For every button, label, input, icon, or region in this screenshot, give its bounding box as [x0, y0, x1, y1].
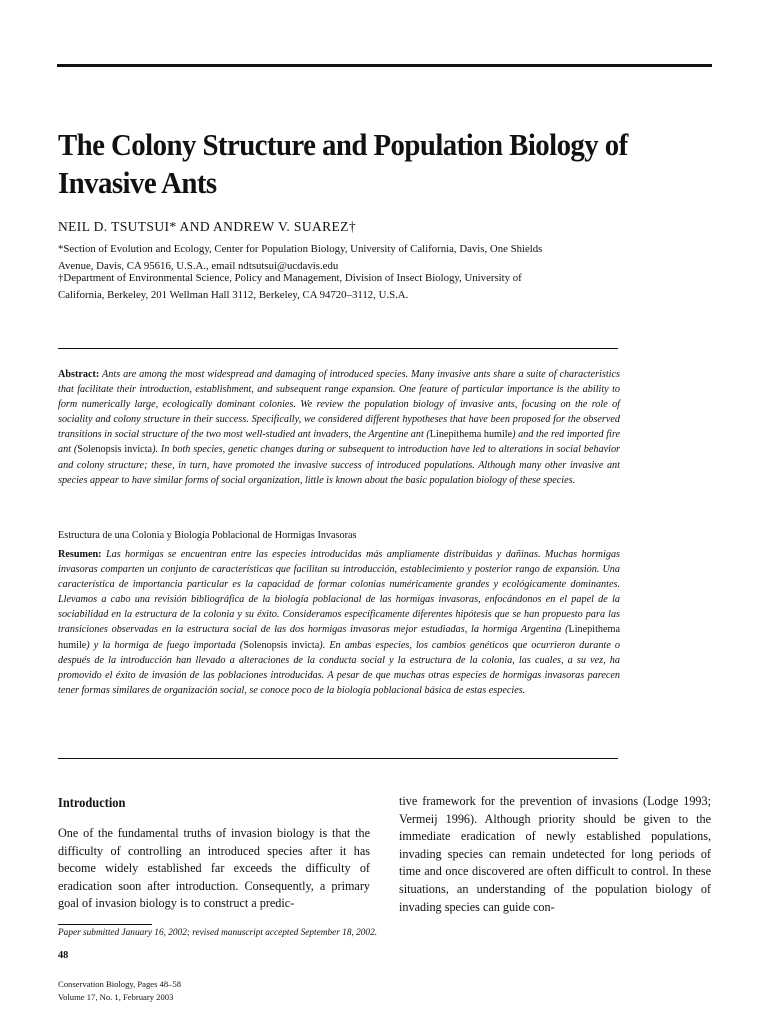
abstract-text-3: ). In both species, genetic changes during or subsequent to introduction have led to alterations in social behavior and colony structure; these, in turn, have promoted the invasive success of introduced populations. Although many other invasive ant species appear to have similar forms of social organization, little is known about the basic population biology of these species.	[58, 444, 620, 486]
abstract-label: Abstract:	[58, 369, 100, 380]
abstract	[58, 367, 620, 488]
top-rule	[57, 64, 712, 67]
title-line-1: The Colony Structure and Population Biology of	[58, 127, 628, 162]
introduction-right-column: tive framework for the prevention of invasions (Lodge 1993; Vermeij 1996). Although priority should be given to the immediate eradication of newly established populations, invading species can remain undetected for long periods of time and once discovered are often difficult to control. In these situations, an understanding of the population biology of invading species can guide con-	[399, 794, 711, 914]
page-number: 48	[58, 950, 69, 961]
title-line-2: Invasive Ants	[58, 165, 217, 200]
abstract-species-1: Linepithema humile	[429, 429, 513, 441]
abstract-bottom-rule	[58, 758, 618, 759]
journal-line-1: Conservation Biology, Pages 48–58	[58, 979, 182, 989]
resumen	[58, 547, 620, 698]
abstract-top-rule	[58, 348, 618, 349]
introduction-heading: Introduction	[58, 795, 126, 810]
abstract-species-2: Solenopsis invicta	[77, 444, 153, 456]
resumen-text-1: Las hormigas se encuentran entre las especies introducidas más ampliamente distribuidas y dañinas. Muchas hormigas invasoras comparten un conjunto de características que facilitan su introducción, establecimiento y posterior rango de expansión. Una característica de importancia particular es la capacidad de formar colonias numéricamente grandes y ecológicamente dominantes. Llevamos a cabo una revisión bibliográfica de la biología poblacional de las hormigas invasoras, enfocándonos en el papel de la sociabilidad en la estructura de la colonia y su éxito. Consideramos específicamente diferentes hipótesis que se han propuesto para las transiciones observadas en la estructura social de las dos hormigas invasoras mejor estudiadas, la hormiga Argentina (	[58, 549, 620, 636]
article-title	[58, 126, 635, 202]
spanish-title: Estructura de una Colonia y Biología Poblacional de Hormigas Invasoras	[58, 530, 357, 541]
submission-footnote: Paper submitted January 16, 2002; revised manuscript accepted September 18, 2002.	[58, 928, 378, 938]
abstract-text-1: Ants are among the most widespread and damaging of introduced species. Many invasive ants share a suite of characteristics that facilitate their introduction, establishment, and subsequent range expansion. One feature of particular importance is the ability to form numerically large, ecologically dominant colonies. We review the population biology of invasive ants, focusing on the role of sociality and colony structure in their success. Specifically, we considered different hypotheses that have been proposed for the observed transitions in social structure of the two most well-studied ant invaders, the Argentine ant (	[58, 369, 620, 441]
footnote-rule	[58, 924, 152, 925]
resumen-label: Resumen:	[58, 549, 102, 560]
affiliation-2-line-2: California, Berkeley, 201 Wellman Hall 3112, Berkeley, CA 94720–3112, U.S.A.	[58, 289, 409, 301]
resumen-text-3: ). En ambas especies, los cambios genéticos que ocurrieron durante o después de la introducción han llevado a alteraciones de la conducta social y la estructura de la colonia, las cuales, a su vez, ha promovido el éxito de invasión de las poblaciones introducidas. A pesar de que muchas otras especies de hormigas invasoras parecen tener formas similares de organización social, se conoce poco de la biología poblacional básica de estas especies.	[58, 639, 621, 696]
author-list: NEIL D. TSUTSUI* AND ANDREW V. SUAREZ†	[58, 219, 356, 234]
affiliation-2	[58, 270, 658, 304]
affiliation-2-line-1: †Department of Environmental Science, Policy and Management, Division of Insect Biology, University of	[58, 272, 522, 284]
introduction-left-column: One of the fundamental truths of invasion biology is that the difficulty of controlling an introduced species after it has become widely established far exceeds the difficulty of eradication soon after introduction. Consequently, a primary goal of invasion biology is to construct a predic-	[58, 826, 370, 911]
journal-citation	[58, 978, 181, 1004]
abstract-text-2: ) and the red imported fire ant (	[58, 429, 620, 456]
affiliation-1-line-1: *Section of Evolution and Ecology, Center for Population Biology, University of California, Davis, One Shields	[58, 243, 543, 255]
affiliation-1-line-2: Avenue, Davis, CA 95616, U.S.A., email ndtsutsui@ucdavis.edu	[58, 260, 339, 272]
journal-line-2: Volume 17, No. 1, February 2003	[58, 992, 174, 1002]
resumen-text-2: ) y la hormiga de fuego importada (	[86, 639, 244, 651]
resumen-species-1: Linepithema humile	[58, 624, 620, 651]
resumen-species-2: Solenopsis invicta	[243, 639, 320, 651]
